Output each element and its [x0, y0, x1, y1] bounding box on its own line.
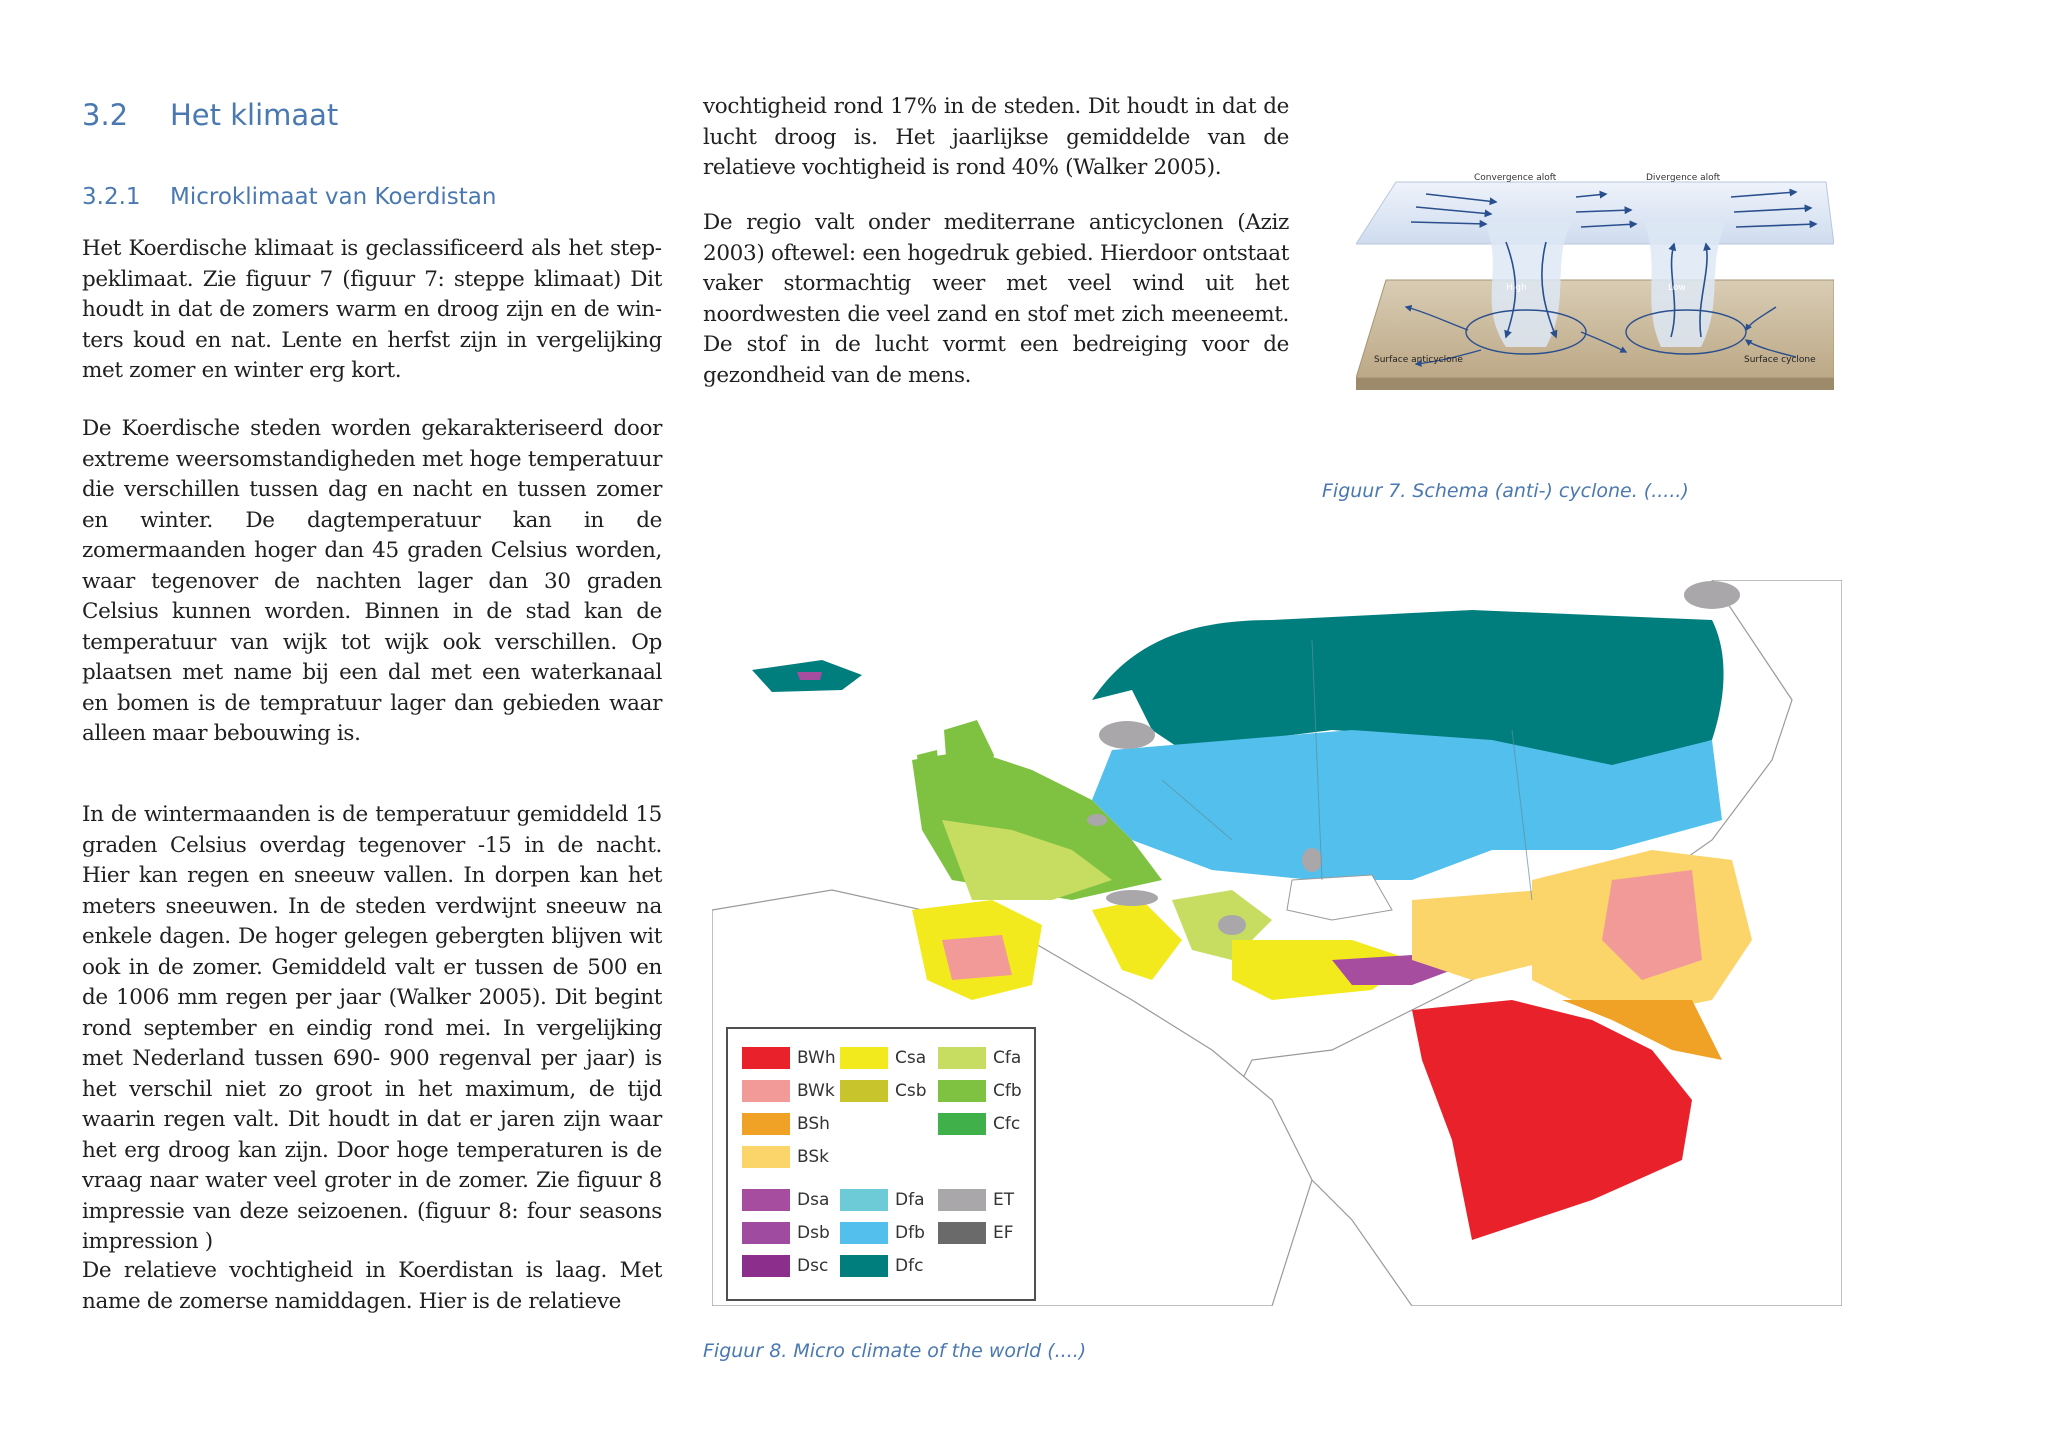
legend-label: BWh	[797, 1048, 836, 1068]
figure-8-caption: Figuur 8. Micro climate of the world (....)	[703, 1340, 1087, 1362]
legend-label: Dfa	[895, 1190, 925, 1210]
convergence-label: Convergence aloft	[1474, 173, 1557, 183]
legend-label: Dsa	[797, 1190, 830, 1210]
legend-swatch	[938, 1189, 986, 1211]
legend-swatch	[840, 1080, 888, 1102]
legend-swatch	[742, 1222, 790, 1244]
section-number: 3.2	[82, 98, 129, 132]
legend-item-bwh	[742, 1047, 836, 1069]
legend-item-dsb	[742, 1222, 830, 1244]
legend-item-csb	[840, 1080, 927, 1102]
legend-item-bwk	[742, 1080, 835, 1102]
legend-label: BWk	[797, 1081, 835, 1101]
subsection-heading	[82, 184, 496, 210]
legend-swatch	[938, 1113, 986, 1135]
subsection-number: 3.2.1	[82, 184, 141, 210]
legend-swatch	[840, 1189, 888, 1211]
legend-item-cfa	[938, 1047, 1021, 1069]
climate-legend	[726, 1027, 1036, 1301]
subsection-title: Microklimaat van Koerdistan	[170, 184, 497, 210]
legend-label: Dsc	[797, 1256, 829, 1276]
legend-item-dsc	[742, 1255, 828, 1277]
paragraph-humidity: De relatieve vochtigheid in Koerdistan is laag. Met name de zomerse namiddagen. Hier is de relatieve	[82, 1258, 662, 1314]
legend-label: BSk	[797, 1147, 829, 1167]
surface-anticyclone-label: Surface anticyclone	[1374, 355, 1463, 365]
legend-swatch	[840, 1222, 888, 1244]
legend-swatch	[742, 1255, 790, 1277]
legend-swatch	[742, 1146, 790, 1168]
paragraph-extreme-weather: De Koerdische steden worden gekarakteriseerd door extreme weersomstandigheden met hoge temperatuur die verschillen tussen dag en nacht en tussen zomer en winter. De dagtemperatuur kan in de zomermaanden hoger dan 45 graden Celsius worden, waar tegenover de nachten lager dan 30 graden Celsius kunnen worden. Binnen in de stad kan de temperatuur van wijk tot wijk ook verschillen. Op plaatsen met name bij een dal met een waterkanaal en bomen is de tempratuur lager dan gebieden waar alleen maar bebouwing is.	[82, 416, 662, 746]
paragraph-winter-months: In de wintermaanden is de temperatuur gemiddeld 15 graden Celsius overdag tegenover -15 in de nacht. Hier kan regen en sneeuw vallen. In dorpen kan het meters sneeuwen. In de steden verdwijnt sneeuw na enkele dagen. De hoger gelegen gebergten blijven wit ook in de zomer. Gemiddeld valt er tussen de 500 en de 1006 mm regen per jaar (Walker 2005). Dit begint rond september en eindig rond mei. In vergelijking met Nederland tussen 690- 900 regenval per jaar) is het verschil niet zo groot in het maximum, de tijd waarin regen valt. Dit houdt in dat er jaren zijn waar het erg droog kan zijn. Door hoge temperaturen is de vraag naar water veel groter in de zomer. Zie figuur 8 impressie van deze seizoenen. (figuur 8: four seasons impression )	[82, 802, 662, 1254]
legend-label: EF	[993, 1223, 1014, 1243]
legend-item-bsh	[742, 1113, 830, 1135]
surface-cyclone-label: Surface cyclone	[1744, 355, 1816, 365]
section-heading	[82, 98, 338, 132]
legend-swatch	[742, 1113, 790, 1135]
legend-label: Cfc	[993, 1114, 1021, 1134]
figure-7-caption: Figuur 7. Schema (anti-) cyclone. (.....)	[1322, 480, 1689, 502]
legend-swatch	[742, 1080, 790, 1102]
paragraph-climate-classification: Het Koerdische klimaat is geclassificeerd als het steppeklimaat. Zie figuur 7 (figuur 7: steppe klimaat) Dit houdt in dat de zomers warm en droog zijn en de winters koud en nat. Lente en herfst zijn in vergelijking met zomer en winter erg kort.	[82, 236, 662, 383]
legend-item-csa	[840, 1047, 926, 1069]
legend-item-dfc	[840, 1255, 923, 1277]
legend-item-bsk	[742, 1146, 829, 1168]
legend-swatch	[938, 1080, 986, 1102]
cyclone-schema-figure	[1356, 172, 1834, 400]
legend-label: Dsb	[797, 1223, 830, 1243]
high-label: High	[1506, 283, 1527, 293]
legend-swatch	[742, 1047, 790, 1069]
legend-swatch	[938, 1222, 986, 1244]
divergence-label: Divergence aloft	[1646, 173, 1721, 183]
legend-label: Csa	[895, 1048, 927, 1068]
legend-item-dfb	[840, 1222, 925, 1244]
legend-item-cfc	[938, 1113, 1020, 1135]
legend-swatch	[840, 1047, 888, 1069]
legend-item-dsa	[742, 1189, 829, 1211]
legend-swatch	[742, 1189, 790, 1211]
legend-label: Cfa	[993, 1048, 1022, 1068]
paragraph-anticyclones: De regio valt onder mediterrane anticyclonen (Aziz 2003) oftewel: een hogedruk gebied. Hierdoor ontstaat vaker stormachtig weer met veel wind uit het noordwesten die veel zand en stof met zich meeneemt. De stof in de lucht vormt een bedreiging voor de gezondheid van de mens.	[703, 210, 1289, 388]
legend-swatch	[840, 1255, 888, 1277]
legend-label: Cfb	[993, 1081, 1022, 1101]
legend-item-cfb	[938, 1080, 1022, 1102]
legend-label: BSh	[797, 1114, 830, 1134]
legend-item-et	[938, 1189, 1014, 1211]
legend-label: Dfb	[895, 1223, 925, 1243]
legend-item-ef	[938, 1222, 1014, 1244]
low-label: Low	[1668, 283, 1686, 293]
legend-label: Csb	[895, 1081, 927, 1101]
legend-swatch	[938, 1047, 986, 1069]
section-title: Het klimaat	[170, 98, 339, 132]
legend-label: Dfc	[895, 1256, 924, 1276]
legend-label: ET	[993, 1190, 1015, 1210]
paragraph-humidity-continued: vochtigheid rond 17% in de steden. Dit houdt in dat de lucht droog is. Het jaarlijkse gemiddelde van de relatieve vochtigheid is rond 40% (Walker 2005).	[703, 94, 1289, 180]
legend-item-dfa	[840, 1189, 925, 1211]
